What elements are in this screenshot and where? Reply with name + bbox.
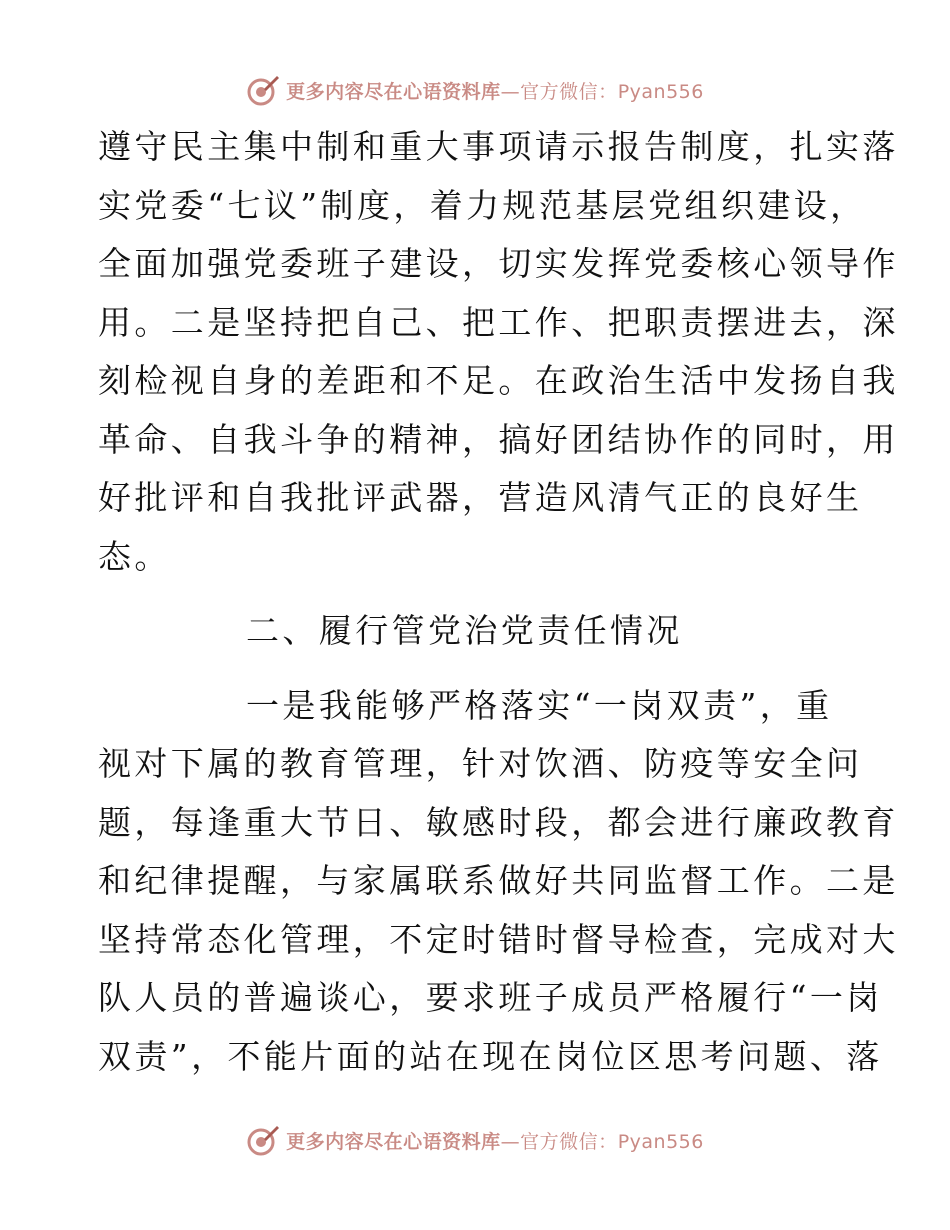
pen-seal-icon bbox=[246, 1123, 280, 1157]
header-watermark-banner bbox=[0, 70, 950, 110]
banner-sub-text: 官方微信： bbox=[520, 1130, 618, 1153]
paragraph-line: 遵守民主集中制和重大事项请示报告制度，扎实落 bbox=[98, 127, 899, 166]
paragraph-line: 全面加强党委班子建设，切实发挥党委核心领导作 bbox=[98, 244, 899, 283]
banner-wechat-id: Pyan556 bbox=[617, 1130, 704, 1153]
document-body bbox=[98, 118, 899, 1086]
banner-dash: — bbox=[500, 1130, 521, 1153]
spacer bbox=[98, 586, 850, 602]
spacer bbox=[98, 661, 850, 677]
paragraph-line: 视对下属的教育管理，针对饮酒、防疫等安全问 bbox=[98, 744, 863, 783]
section-heading: 二、履行管党治党责任情况 bbox=[246, 611, 683, 650]
paragraph-line: 革命、自我斗争的精神，搞好团结协作的同时，用 bbox=[98, 419, 899, 459]
paragraph-line: 坚持常态化管理，不定时错时督导检查，完成对大 bbox=[98, 919, 899, 959]
footer-watermark-banner bbox=[0, 1120, 950, 1160]
paragraph-line: 和纪律提醒，与家属联系做好共同监督工作。二是 bbox=[98, 861, 899, 900]
paragraph-line: 题，每逢重大节日、敏感时段，都会进行廉政教育 bbox=[98, 802, 899, 842]
paragraph-line: 用。二是坚持把自己、把工作、把职责摆进去，深 bbox=[98, 302, 899, 342]
paragraph-line: 队人员的普遍谈心，要求班子成员严格履行“一岗 bbox=[98, 978, 883, 1017]
banner-sub-text: 官方微信： bbox=[520, 80, 618, 103]
pen-seal-icon bbox=[246, 73, 280, 107]
paragraph-line: 一是我能够严格落实“一岗双责”，重 bbox=[246, 685, 833, 725]
paragraph-line: 刻检视自身的差距和不足。在政治生活中发扬自我 bbox=[98, 361, 899, 400]
banner-main-text: 更多内容尽在心语资料库 bbox=[286, 80, 501, 103]
paragraph-line: 态。 bbox=[98, 536, 171, 576]
banner-wechat-id: Pyan556 bbox=[617, 80, 704, 103]
banner-main-text: 更多内容尽在心语资料库 bbox=[286, 1130, 501, 1153]
banner-dash: — bbox=[500, 80, 521, 103]
paragraph-line: 好批评和自我批评武器，营造风清气正的良好生 bbox=[98, 478, 863, 517]
paragraph-line: 双责”，不能片面的站在现在岗位区思考问题、落 bbox=[98, 1036, 883, 1076]
paragraph-line: 实党委“七议”制度，着力规范基层党组织建设， bbox=[98, 185, 867, 225]
